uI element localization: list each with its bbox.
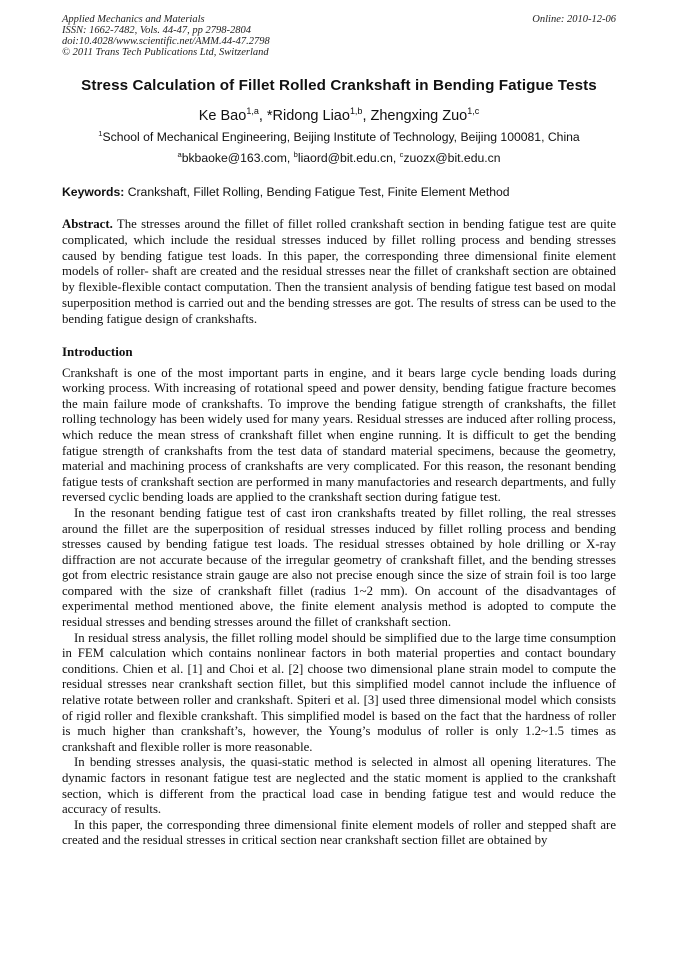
author-affiliation-marker: 1,a [246, 106, 259, 117]
abstract [62, 217, 616, 328]
affiliation-marker: 1 [98, 128, 103, 138]
online-date: Online: 2010-12-06 [532, 14, 616, 25]
journal-name: Applied Mechanics and Materials [62, 14, 205, 25]
body-paragraph: In bending stresses analysis, the quasi-static method is selected in almost all opening literatures. The dynamic factors in resonant fatigue test are neglected and the static moment is applied to the crankshaft section, which is different from the practical load case in bending fatigue test and would reduce the accuracy of results. [62, 755, 616, 817]
keywords-text: Crankshaft, Fillet Rolling, Bending Fatigue Test, Finite Element Method [124, 185, 510, 199]
author-separator: , [362, 108, 371, 124]
email-address: bkbaoke@163.com, [181, 151, 294, 165]
paper-title: Stress Calculation of Fillet Rolled Crankshaft in Bending Fatigue Tests [81, 77, 597, 94]
body-paragraph: In residual stress analysis, the fillet rolling model should be simplified due to the large time consumption in FEM calculation which contains nonlinear factors in both material properties and contact boundary conditions. Chien et al. [1] and Choi et al. [2] choose two dimensional plane strain model to compute the residual stresses near crankshaft section fillet, but this simplified model cannot include the influence of relative rotate between roller and crankshaft. Spiteri et al. [3] used three dimensional model which consists of rigid roller and flexible crankshaft. This simplified model is based on the fact that the hardness of roller is much higher than crankshaft’s, however, the Young’s modulus of roller is only 1.2~1.5 times as crankshaft and flexible roller is more reasonable. [62, 630, 616, 754]
email-marker: b [293, 149, 298, 159]
author-name: *Ridong Liao [266, 108, 350, 124]
copyright-line: © 2011 Trans Tech Publications Ltd, Switzerland [62, 47, 269, 58]
email-marker: c [399, 149, 404, 159]
author-name: Zhengxing Zuo [370, 108, 468, 124]
keywords-label: Keywords: [62, 185, 125, 199]
email-address: liaord@bit.edu.cn, [297, 151, 400, 165]
paper-page [62, 14, 616, 849]
affiliation [62, 130, 616, 145]
keywords-line [62, 185, 616, 200]
publication-header [62, 14, 616, 58]
abstract-text: The stresses around the fillet of fillet rolled crankshaft section in bending fatigue test are quite complicated, which include the residual stresses induced by fillet rolling process and bending stresses caused by bending fatigue test loads. In this paper, the corresponding three dimensional finite element models of roller- shaft are created and the residual stresses near the fillet of crankshaft section are obtained by flexible-flexible contact computation. Then the transient analysis of bending fatigue test based on modal superposition method is carried out and the bending stresses are got. The results of stress can be used to the bending fatigue design of crankshafts. [62, 217, 616, 326]
doi-line: doi:10.4028/www.scientific.net/AMM.44-47.2798 [62, 36, 270, 47]
email-marker: a [177, 149, 182, 159]
author-name: Ke Bao [198, 108, 247, 124]
author-affiliation-marker: 1,c [467, 106, 480, 117]
body-paragraph: Crankshaft is one of the most important parts in engine, and it bears large cycle bending loads during working process. With increasing of rotational speed and power density, bending fatigue fracture becomes the main failure mode of crankshafts. To improve the bending fatigue strength of crankshafts, the fillet rolling technology has been widely used for many years. Residual stresses are induced after rolling process, which reduce the mean stress of crankshaft fillet when engine running. It is difficult to get the bending fatigue strength of crankshafts from the test data of standard material specimens, because the geometry, material and machining process of crankshafts are very complicated. For this reason, the resonant bending fatigue tests of crankshaft section are performed in many manufactories and research departments, and fully reversed cyclic bending loads are applied to the crankshaft section during fatigue test. [62, 365, 616, 505]
author-affiliation-marker: 1,b [349, 106, 363, 117]
email-address: zuozx@bit.edu.cn [403, 151, 501, 165]
author-emails [62, 151, 616, 166]
publication-info [62, 14, 270, 58]
issn-line: ISSN: 1662-7482, Vols. 44-47, pp 2798-2804 [62, 25, 251, 36]
section-heading-introduction: Introduction [62, 343, 133, 359]
author-separator: , [258, 108, 267, 124]
abstract-label: Abstract. [62, 217, 113, 231]
body-paragraph: In the resonant bending fatigue test of cast iron crankshafts treated by fillet rolling, the real stresses around the fillet are the superposition of residual stresses induced by fillet rolling process and bending stresses caused by bending fatigue test loads. The residual stresses obtained by hole drilling or X-ray diffraction are not accurate because of the irregular geometry of crankshaft fillet, and the bending stresses got from electric resistance strain gauge are also not precise enough since the size of strain foil is too large compared with the size of crankshaft fillet (radius 1~2 mm). On account of the disadvantages of experimental method mentioned above, the finite element analysis method is adopted to compute the residual stresses and bending stresses around the fillet of crankshaft section. [62, 505, 616, 630]
affiliation-text: School of Mechanical Engineering, Beijing Institute of Technology, Beijing 100081, China [102, 130, 580, 144]
author-list [62, 107, 616, 125]
body-paragraph: In this paper, the corresponding three dimensional finite element models of roller and stepped shaft are created and the residual stresses in critical section near crankshaft section fillet are obtained by [62, 817, 616, 848]
